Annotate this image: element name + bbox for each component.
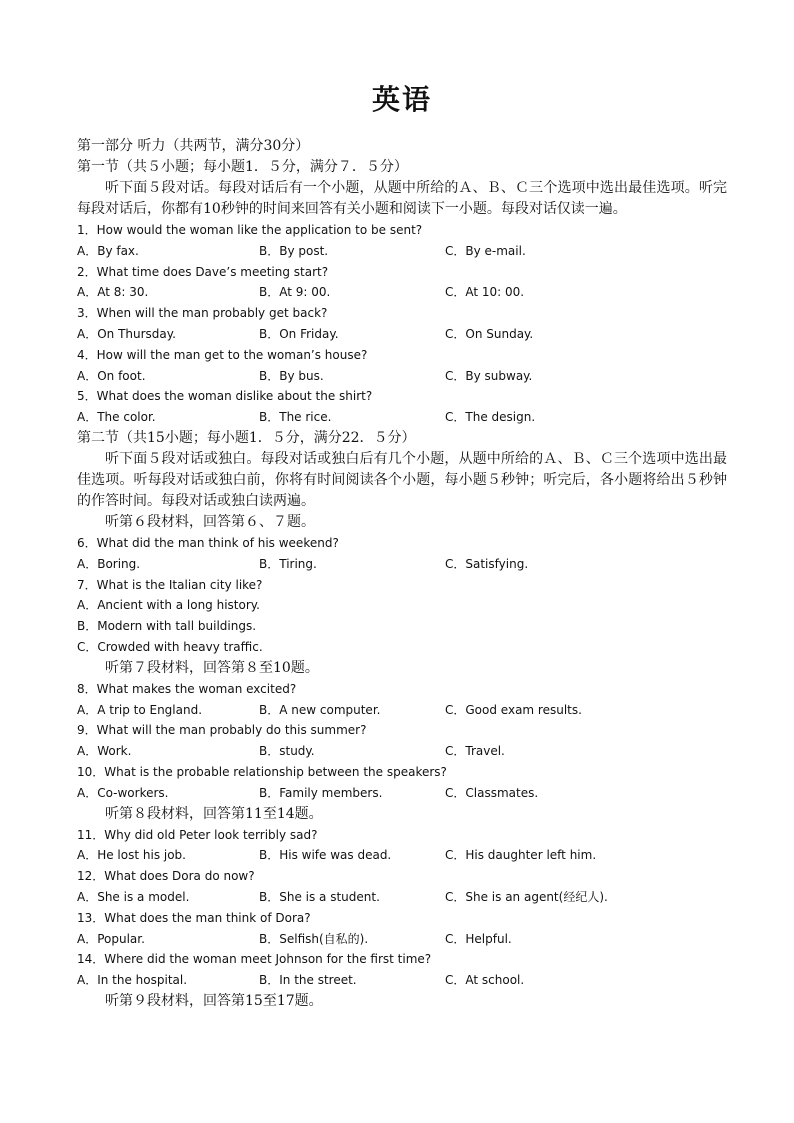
- option-c: C．Helpful.: [445, 931, 512, 946]
- option-c: C．Crowded with heavy traffic.: [77, 639, 263, 654]
- question-10-options: [77, 783, 727, 804]
- question-6: 6．What did the man think of his weekend?: [77, 535, 339, 550]
- question-2-options: [77, 282, 727, 303]
- option-c: C．Classmates.: [445, 785, 539, 800]
- material-6-header: 听第６段材料，回答第６、７题。: [105, 513, 315, 530]
- question-7: 7．What is the Italian city like?: [77, 577, 263, 592]
- question-10: 10．What is the probable relationship between the speakers?: [77, 764, 447, 779]
- option-b: B．Selfish(自私的).: [259, 931, 369, 946]
- question-12: 12．What does Dora do now?: [77, 869, 255, 884]
- option-a: A．He lost his job.: [77, 848, 186, 863]
- option-b: B．Family members.: [259, 785, 383, 800]
- option-b: B．In the street.: [259, 973, 357, 988]
- option-b: B．study.: [259, 744, 315, 759]
- question-1: 1．How would the woman like the application to be sent?: [77, 223, 423, 237]
- option-a: A．At 8: 30.: [77, 285, 149, 300]
- question-8-options: [77, 700, 727, 721]
- option-a: A．She is a model.: [77, 889, 190, 904]
- option-c: C．On Sunday.: [445, 326, 534, 341]
- question-9-options: [77, 741, 727, 762]
- option-a: A．On Thursday.: [77, 326, 176, 341]
- section2-header: 第二节（共15小题；每小题1．５分，满分22．５分）: [77, 429, 416, 446]
- option-a: A．Work.: [77, 744, 132, 759]
- section1-instructions: 听下面５段对话。每段对话后有一个小题，从题中所给的Ａ、Ｂ、Ｃ三个选项中选出最佳选项。听完每段对话后，你都有10秒钟的时间来回答有关小题和阅读下一小题。每段对话仅读一遍。: [77, 180, 727, 217]
- option-b: B．The rice.: [259, 410, 332, 425]
- question-4: 4．How will the man get to the woman’s house?: [77, 347, 368, 362]
- material-8-header: 听第８段材料，回答第11至14题。: [105, 805, 323, 822]
- option-a: A．Ancient with a long history.: [77, 598, 260, 613]
- question-5: 5．What does the woman dislike about the shirt?: [77, 389, 373, 404]
- option-b: B．His wife was dead.: [259, 848, 392, 863]
- option-b: B．She is a student.: [259, 889, 380, 904]
- option-a: A．A trip to England.: [77, 702, 203, 717]
- question-5-options: [77, 407, 727, 428]
- section1-header: 第一节（共５小题；每小题1．５分，满分７．５分）: [77, 159, 408, 175]
- question-12-options: [77, 887, 727, 908]
- question-8: 8．What makes the woman excited?: [77, 681, 297, 696]
- part1-header: 第一部分 听力（共两节，满分30分）: [77, 138, 310, 154]
- option-a: A．Co-workers.: [77, 785, 169, 800]
- question-4-options: [77, 366, 727, 387]
- option-b: B．On Friday.: [259, 326, 339, 341]
- option-c: C．Satisfying.: [445, 556, 529, 571]
- question-14-options: [77, 970, 727, 991]
- question-3: 3．When will the man probably get back?: [77, 306, 328, 321]
- option-c: C．Travel.: [445, 744, 505, 759]
- option-a: A．The color.: [77, 410, 156, 425]
- question-2: 2．What time does Dave’s meeting start?: [77, 264, 329, 279]
- question-11-options: [77, 845, 727, 866]
- option-c: C．Good exam results.: [445, 702, 582, 717]
- question-9: 9．What will the man probably do this summer?: [77, 723, 367, 738]
- question-1-options: [77, 241, 727, 262]
- question-13-options: [77, 929, 727, 950]
- option-c: C．His daughter left him.: [445, 848, 597, 863]
- option-a: A．By fax.: [77, 243, 139, 258]
- option-b: B．At 9: 00.: [259, 285, 331, 300]
- option-c: C．By subway.: [445, 368, 533, 383]
- option-a: A．Popular.: [77, 931, 145, 946]
- option-b: B．Tiring.: [259, 556, 317, 571]
- section2-instructions: 听下面５段对话或独白。每段对话或独白后有几个小题，从题中所给的Ａ、Ｂ、Ｃ三个选项中选出最佳选项。听每段对话或独白前，你将有时间阅读各个小题，每小题５秒钟；听完后，各小题将给出５秒钟的作答时间。每段对话或独白读两遍。: [77, 450, 727, 509]
- option-a: A．In the hospital.: [77, 973, 188, 988]
- option-c: C．At 10: 00.: [445, 285, 525, 300]
- question-13: 13．What does the man think of Dora?: [77, 910, 311, 925]
- question-6-options: [77, 554, 727, 575]
- question-11: 11．Why did old Peter look terribly sad?: [77, 827, 318, 842]
- content: [77, 136, 727, 1012]
- question-14: 14．Where did the woman meet Johnson for the first time?: [77, 952, 432, 967]
- option-c: C．At school.: [445, 973, 525, 988]
- option-b: B．By bus.: [259, 368, 324, 383]
- option-b: B．Modern with tall buildings.: [77, 619, 257, 634]
- question-3-options: [77, 324, 727, 345]
- option-c: C．By e-mail.: [445, 243, 526, 258]
- option-b: B．By post.: [259, 243, 329, 258]
- option-a: A．On foot.: [77, 368, 146, 383]
- option-b: B．A new computer.: [259, 702, 381, 717]
- material-9-header: 听第９段材料，回答第15至17题。: [105, 992, 323, 1009]
- option-c: C．She is an agent(经纪人).: [445, 889, 608, 904]
- material-7-header: 听第７段材料，回答第８至10题。: [105, 659, 319, 676]
- option-a: A．Boring.: [77, 556, 141, 571]
- page-title: 英语: [371, 83, 432, 116]
- option-c: C．The design.: [445, 410, 536, 425]
